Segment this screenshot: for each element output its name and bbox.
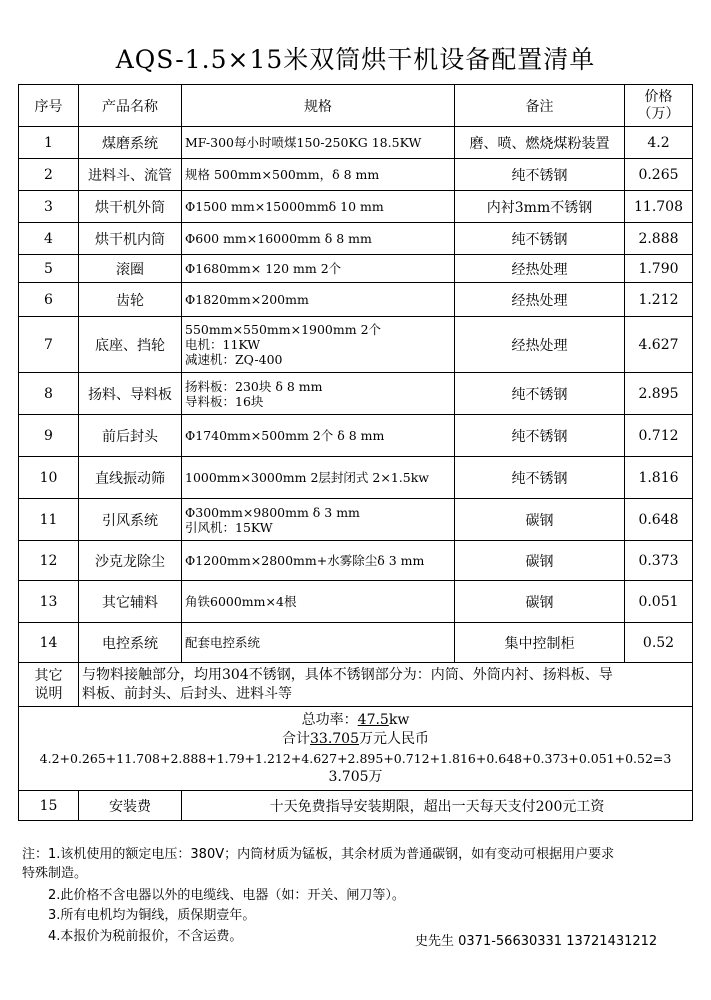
other-row — [19, 663, 693, 707]
row-spec — [182, 541, 455, 581]
row-price: 0.712 — [625, 415, 693, 457]
row-spec — [182, 283, 455, 317]
spec-line: 配套电控系统 — [185, 635, 261, 650]
header-row — [19, 85, 693, 127]
row-name: 电控系统 — [79, 623, 182, 663]
spec-line: 扬料板：230块 δ 8 mm — [185, 378, 323, 394]
spec-line: Φ300mm×9800mm δ 3 mm — [185, 504, 360, 520]
table-row — [19, 127, 693, 159]
row-no: 10 — [19, 457, 79, 499]
header-price — [625, 85, 693, 127]
spec-line: Φ1500 mm×15000mmδ 10 mm — [185, 199, 384, 214]
row-remark: 碳钢 — [455, 499, 625, 541]
row-no: 6 — [19, 283, 79, 317]
note-line: 3.所有电机均为铜线，质保期壹年。 — [48, 908, 256, 923]
spec-line: 电机：11KW — [185, 337, 261, 352]
spec-line: 角铁6000mm×4根 — [185, 594, 297, 609]
table-row — [19, 581, 693, 623]
row-spec — [182, 317, 455, 373]
other-text-line2: 料板、前封头、后封头、进料斗等 — [82, 685, 292, 702]
contact-info: 史先生 0371-56630331 13721431212 — [415, 934, 658, 949]
row-remark: 经热处理 — [455, 317, 625, 373]
row-spec — [182, 581, 455, 623]
table-row — [19, 457, 693, 499]
row-no: 13 — [19, 581, 79, 623]
row-price: 1.816 — [625, 457, 693, 499]
power-label: 总功率： — [301, 711, 358, 728]
row-spec — [182, 373, 455, 415]
table-row — [19, 159, 693, 191]
row-price: 1.212 — [625, 283, 693, 317]
row-remark: 磨、喷、燃烧煤粉装置 — [455, 127, 625, 159]
row-spec — [182, 127, 455, 159]
row-spec — [182, 457, 455, 499]
row-name: 引风系统 — [79, 499, 182, 541]
row-price: 0.051 — [625, 581, 693, 623]
header-price-line1: 价格 — [644, 88, 673, 105]
spec-line: 引风机：15KW — [185, 519, 273, 535]
header-name: 产品名称 — [79, 85, 182, 127]
row-no: 14 — [19, 623, 79, 663]
header-spec: 规格 — [182, 85, 455, 127]
header-price-line2: （万） — [637, 105, 680, 122]
row-no: 2 — [19, 159, 79, 191]
row-no: 5 — [19, 255, 79, 283]
row-name: 底座、挡轮 — [79, 317, 182, 373]
spec-line: Φ1680mm× 120 mm 2个 — [185, 261, 342, 276]
other-label-line2: 说明 — [34, 685, 63, 702]
row-remark: 纯不锈钢 — [455, 223, 625, 255]
row-name: 进料斗、流管 — [79, 159, 182, 191]
row-no: 7 — [19, 317, 79, 373]
note-line: 4.本报价为税前报价，不含运费。 — [48, 929, 243, 944]
row-spec — [182, 191, 455, 223]
total-price — [22, 730, 689, 749]
spec-line: 导料板：16块 — [185, 393, 264, 409]
table-row — [19, 283, 693, 317]
other-text — [79, 663, 693, 707]
table-row — [19, 541, 693, 581]
row-no: 9 — [19, 415, 79, 457]
power-value: 47.5 — [357, 711, 389, 728]
total-label: 合计 — [282, 730, 310, 747]
row-spec — [182, 159, 455, 191]
power-unit: kw — [388, 711, 410, 728]
row-name: 烘干机内筒 — [79, 223, 182, 255]
install-row — [19, 791, 693, 821]
row-remark: 纯不锈钢 — [455, 373, 625, 415]
spec-line: Φ1200mm×2800mm+水雾除尘δ 3 mm — [185, 553, 425, 568]
row-no: 12 — [19, 541, 79, 581]
table-row — [19, 255, 693, 283]
spec-line: 减速机：ZQ-400 — [185, 352, 283, 367]
row-name: 前后封头 — [79, 415, 182, 457]
note-line: 注：1.该机使用的额定电压：380V；内筒材质为锰板，其余材质为普通碳钢，如有变动可根据用户要求 — [22, 847, 615, 862]
row-price: 11.708 — [625, 191, 693, 223]
header-remark: 备注 — [455, 85, 625, 127]
row-spec — [182, 499, 455, 541]
row-spec — [182, 415, 455, 457]
table-row — [19, 317, 693, 373]
summary-row — [19, 707, 693, 791]
spec-line: 550mm×550mm×1900mm 2个 — [185, 322, 382, 337]
row-no: 4 — [19, 223, 79, 255]
total-value: 33.705 — [310, 730, 359, 747]
row-price: 0.265 — [625, 159, 693, 191]
equipment-table — [18, 84, 693, 821]
row-no: 3 — [19, 191, 79, 223]
row-remark: 纯不锈钢 — [455, 159, 625, 191]
table-row — [19, 623, 693, 663]
row-name: 扬料、导料板 — [79, 373, 182, 415]
install-no: 15 — [19, 791, 79, 821]
other-label — [19, 663, 79, 707]
row-price: 0.648 — [625, 499, 693, 541]
row-remark: 经热处理 — [455, 283, 625, 317]
install-name: 安装费 — [79, 791, 182, 821]
total-power — [22, 711, 689, 730]
row-price: 0.52 — [625, 623, 693, 663]
row-spec — [182, 255, 455, 283]
row-name: 齿轮 — [79, 283, 182, 317]
row-no: 11 — [19, 499, 79, 541]
row-remark: 碳钢 — [455, 541, 625, 581]
spec-line: Φ1740mm×500mm 2个 δ 8 mm — [185, 428, 385, 443]
install-text: 十天免费指导安装期限，超出一天每天支付200元工资 — [182, 791, 693, 821]
other-label-line1: 其它 — [34, 667, 63, 684]
row-no: 1 — [19, 127, 79, 159]
row-name: 煤磨系统 — [79, 127, 182, 159]
row-name: 滚圈 — [79, 255, 182, 283]
document-title: AQS-1.5×15米双筒烘干机设备配置清单 — [115, 45, 596, 74]
formula-line2: 3.705万 — [328, 768, 383, 785]
note-line: 2.此价格不含电器以外的电缆线、电器（如：开关、闸刀等）。 — [48, 888, 405, 903]
table-row — [19, 223, 693, 255]
row-spec — [182, 623, 455, 663]
spec-line: 规格 500mm×500mm，δ 8 mm — [185, 167, 380, 182]
row-remark: 纯不锈钢 — [455, 457, 625, 499]
row-name: 沙克龙除尘 — [79, 541, 182, 581]
table-row — [19, 191, 693, 223]
row-price: 2.895 — [625, 373, 693, 415]
summary-cell — [19, 707, 693, 791]
row-remark: 集中控制柜 — [455, 623, 625, 663]
row-name: 直线振动筛 — [79, 457, 182, 499]
formula-line1: 4.2+0.265+11.708+2.888+1.79+1.212+4.627+2.895+0.712+1.816+0.648+0.373+0.051+0.52=3 — [39, 750, 672, 766]
row-remark: 经热处理 — [455, 255, 625, 283]
spec-line: Φ1820mm×200mm — [185, 292, 309, 307]
row-price: 2.888 — [625, 223, 693, 255]
row-price: 1.790 — [625, 255, 693, 283]
row-no: 8 — [19, 373, 79, 415]
spec-line: Φ600 mm×16000mm δ 8 mm — [185, 231, 372, 246]
spec-line: 1000mm×3000mm 2层封闭式 2×1.5kw — [185, 470, 429, 485]
total-unit: 万元人民币 — [359, 730, 429, 747]
row-remark: 纯不锈钢 — [455, 415, 625, 457]
spec-line: MF-300每小时喷煤150-250KG 18.5KW — [185, 135, 422, 150]
row-price: 4.2 — [625, 127, 693, 159]
table-row — [19, 415, 693, 457]
row-name: 烘干机外筒 — [79, 191, 182, 223]
row-name: 其它辅料 — [79, 581, 182, 623]
row-spec — [182, 223, 455, 255]
table-row — [19, 499, 693, 541]
other-text-line1: 与物料接触部分，均用304不锈钢，具体不锈钢部分为：内筒、外筒内衬、扬料板、导 — [82, 666, 613, 683]
note-line: 特殊制造。 — [22, 866, 88, 881]
row-price: 4.627 — [625, 317, 693, 373]
row-remark: 碳钢 — [455, 581, 625, 623]
row-remark: 内衬3mm不锈钢 — [455, 191, 625, 223]
row-price: 0.373 — [625, 541, 693, 581]
header-no: 序号 — [19, 85, 79, 127]
table-row — [19, 373, 693, 415]
